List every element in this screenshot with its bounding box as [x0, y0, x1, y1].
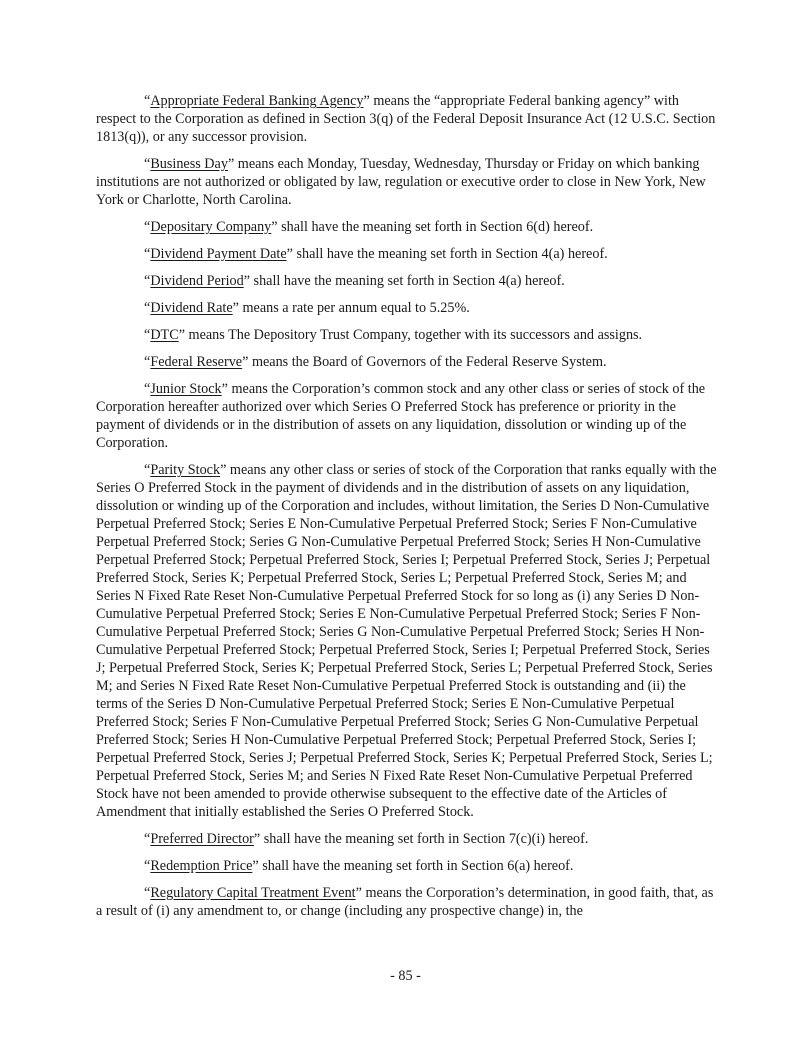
defined-term: Depositary Company: [150, 219, 272, 235]
defined-term: Redemption Price: [150, 858, 253, 874]
definition-text: ” means each Monday, Tuesday, Wednesday, Thursday or Friday on which banking institutions are not authorized or obligated by law, regulation or executive order to close in New York, New York or Charlotte, North Carolina.: [96, 156, 706, 208]
definition-parity-stock: “Parity Stock” means any other class or series of stock of the Corporation that ranks equally with the Series O Preferred Stock in the payment of dividends and in the distribution of assets on any liquidation, dissolution or winding up of the Corporation and includes, without limitation, the Series D Non-Cumulative Perpetual Preferred Stock; Series E Non-Cumulative Perpetual Preferred Stock; Series F Non-Cumulative Perpetual Preferred Stock; Series G Non-Cumulative Perpetual Preferred Stock; Series H Non-Cumulative Perpetual Preferred Stock; Perpetual Preferred Stock, Series I; Perpetual Preferred Stock, Series J; Perpetual Preferred Stock, Series K; Perpetual Preferred Stock, Series L; Perpetual Preferred Stock, Series M; and Series N Fixed Rate Reset Non-Cumulative Perpetual Preferred Stock for so long as (i) any Series D Non-Cumulative Perpetual Preferred Stock; Series E Non-Cumulative Perpetual Preferred Stock; Series F Non-Cumulative Perpetual Preferred Stock; Series G Non-Cumulative Perpetual Preferred Stock; Series H Non-Cumulative Perpetual Preferred Stock; Perpetual Preferred Stock, Series I; Perpetual Preferred Stock, Series J; Perpetual Preferred Stock, Series K; Perpetual Preferred Stock, Series L; Perpetual Preferred Stock, Series M; and Series N Fixed Rate Reset Non-Cumulative Perpetual Preferred Stock is outstanding and (ii) the terms of the Series D Non-Cumulative Perpetual Preferred Stock; Series E Non-Cumulative Perpetual Preferred Stock; Series F Non-Cumulative Perpetual Preferred Stock; Series G Non-Cumulative Perpetual Preferred Stock; Series H Non-Cumulative Perpetual Preferred Stock; Perpetual Preferred Stock, Series I; Perpetual Preferred Stock, Series J; Perpetual Preferred Stock, Series K; Perpetual Preferred Stock, Series L; Perpetual Preferred Stock, Series M; and Series N Fixed Rate Reset Non-Cumulative Perpetual Preferred Stock have not been amended to provide otherwise subsequent to the effective date of the Articles of Amendment that initially established the Series O Preferred Stock.: [96, 462, 717, 820]
definition-redemption-price: “Redemption Price” shall have the meaning set forth in Section 6(a) hereof.: [144, 858, 574, 874]
definition-text: ” means the Board of Governors of the Federal Reserve System.: [242, 354, 607, 370]
defined-term: Appropriate Federal Banking Agency: [150, 93, 364, 109]
defined-term: Regulatory Capital Treatment Event: [150, 885, 356, 901]
defined-term: Business Day: [150, 156, 228, 172]
document-body: [96, 92, 720, 929]
defined-term: DTC: [150, 327, 179, 343]
definition-text: ” shall have the meaning set forth in Section 4(a) hereof.: [286, 246, 608, 262]
defined-term: Dividend Rate: [150, 300, 233, 316]
definition-dividend-rate: “Dividend Rate” means a rate per annum equal to 5.25%.: [144, 300, 470, 316]
defined-term: Preferred Director: [150, 831, 254, 847]
definition-regulatory-capital-treatment-event: “Regulatory Capital Treatment Event” means the Corporation’s determination, in good faith, that, as a result of (i) any amendment to, or change (including any prospective change) in, the: [96, 885, 714, 919]
definition-junior-stock: “Junior Stock” means the Corporation’s common stock and any other class or series of stock of the Corporation hereafter authorized over which Series O Preferred Stock has preference or priority in the payment of dividends or in the distribution of assets on any liquidation, dissolution or winding up of the Corporation.: [96, 381, 706, 451]
definition-text: ” means the Corporation’s determination, in good faith, that, as a result of (i) any amendment to, or change (including any prospective change) in, the: [96, 885, 714, 919]
defined-term: Dividend Payment Date: [150, 246, 287, 262]
definition-federal-reserve: “Federal Reserve” means the Board of Governors of the Federal Reserve System.: [144, 354, 607, 370]
definition-text: ” shall have the meaning set forth in Section 6(d) hereof.: [271, 219, 594, 235]
defined-term: Parity Stock: [150, 462, 221, 478]
defined-term: Federal Reserve: [150, 354, 243, 370]
definition-appropriate-federal-banking-agency: “Appropriate Federal Banking Agency” means the “appropriate Federal banking agency” with respect to the Corporation as defined in Section 3(q) of the Federal Deposit Insurance Act (12 U.S.C. Section 1813(q)), or any successor provision.: [96, 93, 716, 145]
definition-depositary-company: “Depositary Company” shall have the meaning set forth in Section 6(d) hereof.: [144, 219, 594, 235]
definition-dividend-period: “Dividend Period” shall have the meaning set forth in Section 4(a) hereof.: [144, 273, 565, 289]
definition-business-day: “Business Day” means each Monday, Tuesday, Wednesday, Thursday or Friday on which banking institutions are not authorized or obligated by law, regulation or executive order to close in New York, New York or Charlotte, North Carolina.: [96, 156, 706, 208]
definition-text: ” means any other class or series of stock of the Corporation that ranks equally with the Series O Preferred Stock in the payment of dividends and in the distribution of assets on any liquidation, dissolution or winding up of the Corporation and includes, without limitation, the Series D Non-Cumulative Perpetual Preferred Stock; Series E Non-Cumulative Perpetual Preferred Stock; Series F Non-Cumulative Perpetual Preferred Stock; Series G Non-Cumulative Perpetual Preferred Stock; Series H Non-Cumulative Perpetual Preferred Stock; Perpetual Preferred Stock, Series I; Perpetual Preferred Stock, Series J; Perpetual Preferred Stock, Series K; Perpetual Preferred Stock, Series L; Perpetual Preferred Stock, Series M; and Series N Fixed Rate Reset Non-Cumulative Perpetual Preferred Stock for so long as (i) any Series D Non-Cumulative Perpetual Preferred Stock; Series E Non-Cumulative Perpetual Preferred Stock; Series F Non-Cumulative Perpetual Preferred Stock; Series G Non-Cumulative Perpetual Preferred Stock; Series H Non-Cumulative Perpetual Preferred Stock; Perpetual Preferred Stock, Series I; Perpetual Preferred Stock, Series J; Perpetual Preferred Stock, Series K; Perpetual Preferred Stock, Series L; Perpetual Preferred Stock, Series M; and Series N Fixed Rate Reset Non-Cumulative Perpetual Preferred Stock is outstanding and (ii) the terms of the Series D Non-Cumulative Perpetual Preferred Stock; Series E Non-Cumulative Perpetual Preferred Stock; Series F Non-Cumulative Perpetual Preferred Stock; Series G Non-Cumulative Perpetual Preferred Stock; Series H Non-Cumulative Perpetual Preferred Stock; Perpetual Preferred Stock, Series I; Perpetual Preferred Stock, Series J; Perpetual Preferred Stock, Series K; Perpetual Preferred Stock, Series L; Perpetual Preferred Stock, Series M; and Series N Fixed Rate Reset Non-Cumulative Perpetual Preferred Stock have not been amended to provide otherwise subsequent to the effective date of the Articles of Amendment that initially established the Series O Preferred Stock.: [96, 462, 717, 820]
defined-term: Junior Stock: [150, 381, 222, 397]
definition-text: ” means The Depository Trust Company, together with its successors and assigns.: [178, 327, 643, 343]
definition-text: ” means a rate per annum equal to 5.25%.: [232, 300, 470, 316]
definition-dtc: “DTC” means The Depository Trust Company, together with its successors and assigns.: [144, 327, 643, 343]
definition-text: ” means the Corporation’s common stock and any other class or series of stock of the Corporation hereafter authorized over which Series O Preferred Stock has preference or priority in the payment of dividends or in the distribution of assets on any liquidation, dissolution or winding up of the Corporation.: [96, 381, 706, 451]
definition-preferred-director: “Preferred Director” shall have the meaning set forth in Section 7(c)(i) hereof.: [144, 831, 589, 847]
definition-text: ” shall have the meaning set forth in Section 7(c)(i) hereof.: [253, 831, 589, 847]
page-number: - 85 -: [390, 968, 421, 984]
definition-text: ” shall have the meaning set forth in Section 6(a) hereof.: [252, 858, 574, 874]
defined-term: Dividend Period: [150, 273, 244, 289]
definition-dividend-payment-date: “Dividend Payment Date” shall have the meaning set forth in Section 4(a) hereof.: [144, 246, 608, 262]
definition-text: ” shall have the meaning set forth in Section 4(a) hereof.: [243, 273, 565, 289]
definition-text: ” means the “appropriate Federal banking agency” with respect to the Corporation as defined in Section 3(q) of the Federal Deposit Insurance Act (12 U.S.C. Section 1813(q)), or any successor provision.: [96, 93, 716, 145]
